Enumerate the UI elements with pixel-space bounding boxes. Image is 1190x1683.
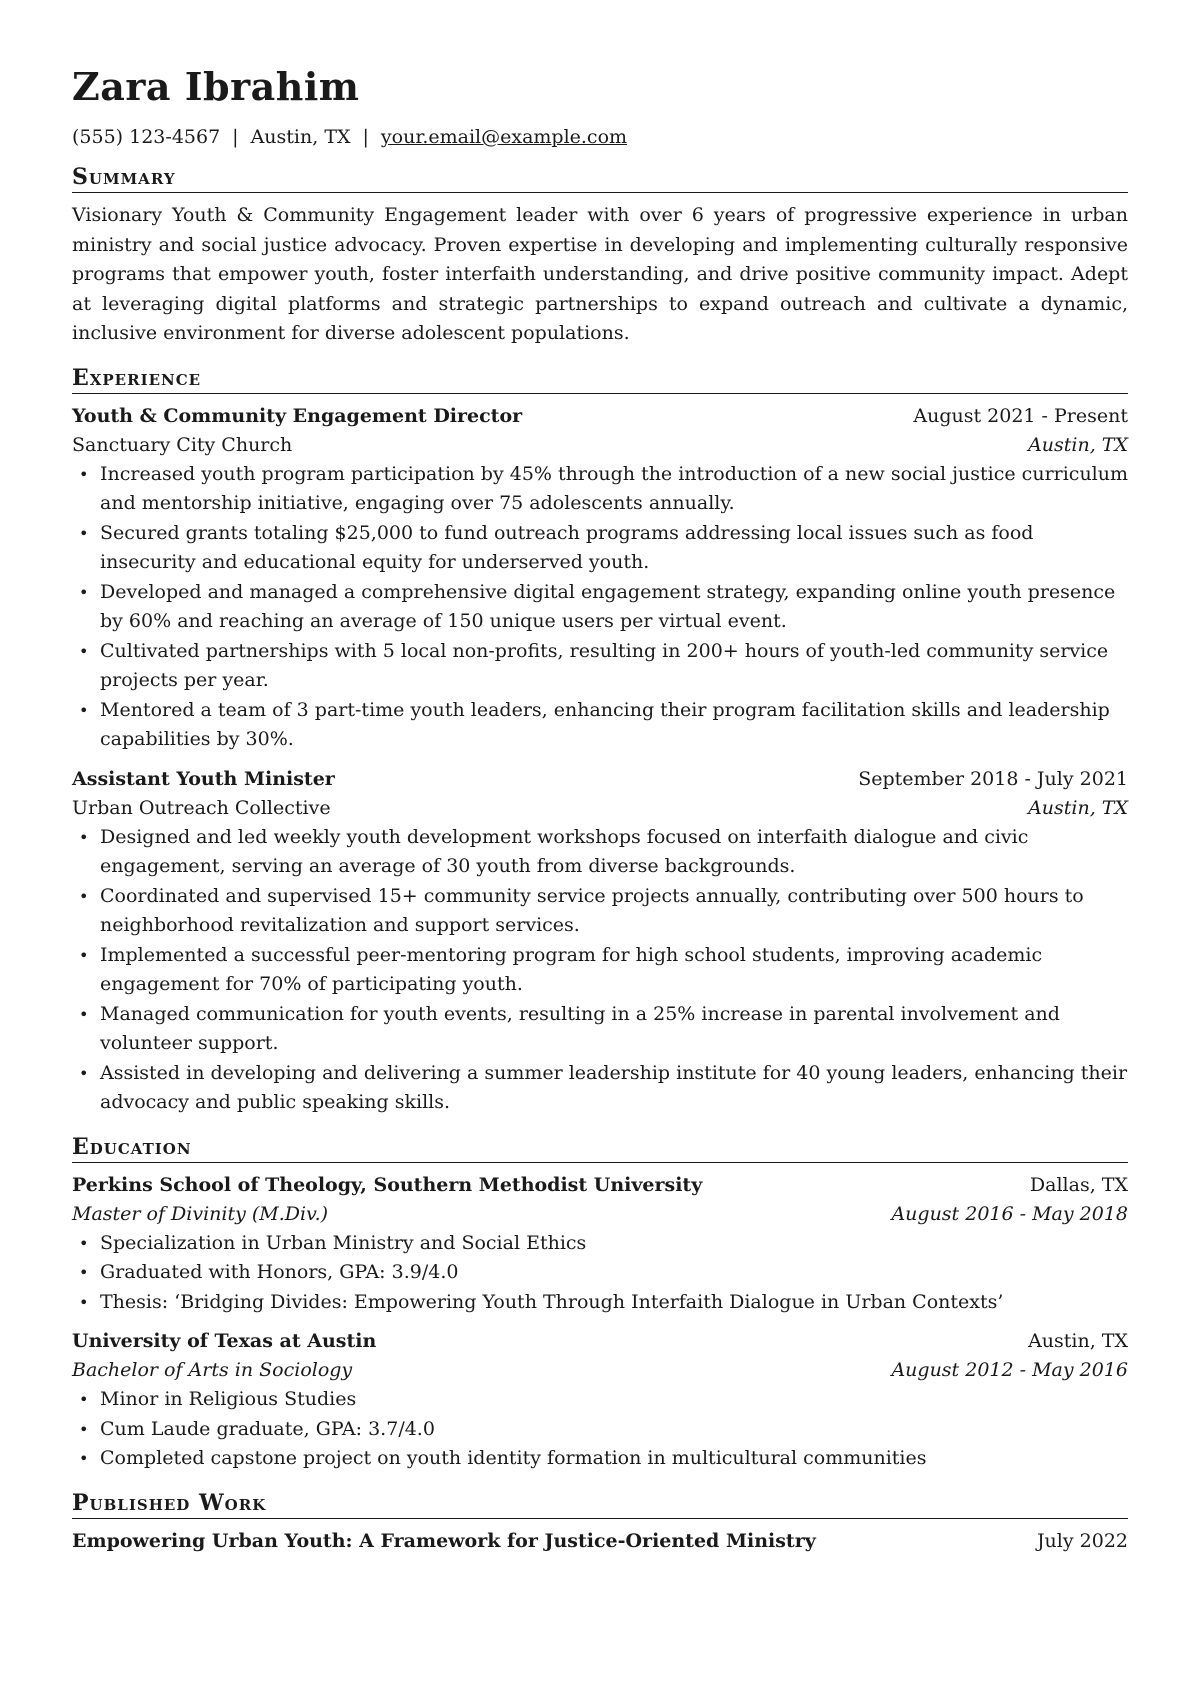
job-title: Assistant Youth Minister bbox=[72, 767, 335, 790]
list-item: • Thesis: ‘Bridging Divides: Empowering Youth Through Interfaith Dialogue in Urban Contexts’ bbox=[72, 1288, 1128, 1318]
job-title: Youth & Community Engagement Director bbox=[72, 404, 523, 427]
entry-subheader bbox=[72, 431, 1128, 460]
list-item: • Cultivated partnerships with 5 local non-profits, resulting in 200+ hours of youth-led community service projects per year. bbox=[72, 637, 1128, 696]
publication-date: July 2022 bbox=[1036, 1529, 1128, 1552]
phone-number: (555) 123-4567 bbox=[72, 126, 221, 148]
bullet-list bbox=[72, 823, 1128, 1118]
list-item: • Managed communication for youth events, resulting in a 25% increase in parental involvement and volunteer support. bbox=[72, 1000, 1128, 1059]
job-dates: September 2018 - July 2021 bbox=[858, 767, 1128, 790]
list-item: • Designed and led weekly youth development workshops focused on interfaith dialogue and civic engagement, serving an average of 30 youth from diverse backgrounds. bbox=[72, 823, 1128, 882]
experience-section bbox=[72, 365, 1128, 1118]
candidate-name: Zara Ibrahim bbox=[72, 64, 360, 109]
experience-entry bbox=[72, 765, 1128, 1118]
list-item: • Implemented a successful peer-mentoring program for high school students, improving academic engagement for 70% of participating youth. bbox=[72, 941, 1128, 1000]
job-location: Austin, TX bbox=[1028, 796, 1128, 819]
list-item: • Mentored a team of 3 part-time youth leaders, enhancing their program facilitation skills and leadership capabilities by 30%. bbox=[72, 696, 1128, 755]
entry-subheader bbox=[72, 1356, 1128, 1385]
organization-name: Sanctuary City Church bbox=[72, 433, 293, 456]
entry-header bbox=[72, 1327, 1128, 1356]
job-dates: August 2021 - Present bbox=[913, 404, 1128, 427]
education-dates: August 2012 - May 2016 bbox=[891, 1359, 1128, 1381]
section-title-education: Education bbox=[72, 1134, 1128, 1163]
entry-header bbox=[72, 765, 1128, 794]
publication-title: Empowering Urban Youth: A Framework for Justice-Oriented Ministry bbox=[72, 1529, 816, 1552]
list-item: • Minor in Religious Studies bbox=[72, 1385, 1128, 1415]
list-item: • Cum Laude graduate, GPA: 3.7/4.0 bbox=[72, 1415, 1128, 1445]
education-entry bbox=[72, 1327, 1128, 1474]
list-item: • Increased youth program participation by 45% through the introduction of a new social justice curriculum and mentorship initiative, engaging over 75 adolescents annually. bbox=[72, 460, 1128, 519]
location-text: Austin, TX bbox=[250, 126, 351, 148]
section-title-published-work: Published Work bbox=[72, 1490, 1128, 1519]
contact-separator: | bbox=[362, 126, 369, 148]
entry-header bbox=[72, 1171, 1128, 1200]
publication-entry bbox=[72, 1527, 1128, 1556]
entry-subheader bbox=[72, 1200, 1128, 1229]
published-work-section bbox=[72, 1490, 1128, 1556]
contact-separator: | bbox=[232, 126, 239, 148]
degree-name: Bachelor of Arts in Sociology bbox=[72, 1359, 353, 1381]
bullet-list bbox=[72, 1385, 1128, 1474]
job-location: Austin, TX bbox=[1028, 433, 1128, 456]
bullet-list bbox=[72, 1229, 1128, 1318]
list-item: • Developed and managed a comprehensive digital engagement strategy, expanding online youth presence by 60% and reaching an average of 150 unique users per virtual event. bbox=[72, 578, 1128, 637]
list-item: • Assisted in developing and delivering a summer leadership institute for 40 young leaders, enhancing their advocacy and public speaking skills. bbox=[72, 1059, 1128, 1118]
entry-header bbox=[72, 1527, 1128, 1556]
entry-subheader bbox=[72, 794, 1128, 823]
list-item: • Graduated with Honors, GPA: 3.9/4.0 bbox=[72, 1258, 1128, 1288]
contact-line bbox=[72, 126, 1128, 148]
bullet-list bbox=[72, 460, 1128, 755]
school-location: Dallas, TX bbox=[1029, 1173, 1128, 1196]
organization-name: Urban Outreach Collective bbox=[72, 796, 331, 819]
list-item: • Coordinated and supervised 15+ community service projects annually, contributing over 500 hours to neighborhood revitalization and support services. bbox=[72, 882, 1128, 941]
school-location: Austin, TX bbox=[1028, 1330, 1128, 1352]
list-item: • Secured grants totaling $25,000 to fund outreach programs addressing local issues such as food insecurity and educational equity for underserved youth. bbox=[72, 519, 1128, 578]
section-title-experience: Experience bbox=[72, 365, 1128, 394]
entry-header bbox=[72, 402, 1128, 431]
section-title-summary: Summary bbox=[72, 164, 1128, 193]
school-name: University of Texas at Austin bbox=[72, 1330, 377, 1352]
list-item: • Completed capstone project on youth identity formation in multicultural communities bbox=[72, 1444, 1128, 1474]
education-dates: August 2016 - May 2018 bbox=[891, 1202, 1128, 1225]
education-entry bbox=[72, 1171, 1128, 1318]
email-link[interactable]: your.email@example.com bbox=[380, 126, 628, 148]
summary-text: Visionary Youth & Community Engagement leader with over 6 years of progressive experience in urban ministry and social justice advocacy. Proven expertise in developing and implementing culturally responsive programs that empower youth, foster interfaith understanding, and drive positive community impact. Adept at leveraging digital platforms and strategic partnerships to expand outreach and cultivate a dynamic, inclusive environment for diverse adolescent populations. bbox=[72, 204, 1128, 344]
list-item: • Specialization in Urban Ministry and Social Ethics bbox=[72, 1229, 1128, 1259]
experience-entry bbox=[72, 402, 1128, 755]
school-name: Perkins School of Theology, Southern Methodist University bbox=[72, 1173, 703, 1196]
education-section bbox=[72, 1134, 1128, 1474]
degree-name: Master of Divinity (M.Div.) bbox=[72, 1202, 329, 1225]
summary-section bbox=[72, 164, 1128, 349]
